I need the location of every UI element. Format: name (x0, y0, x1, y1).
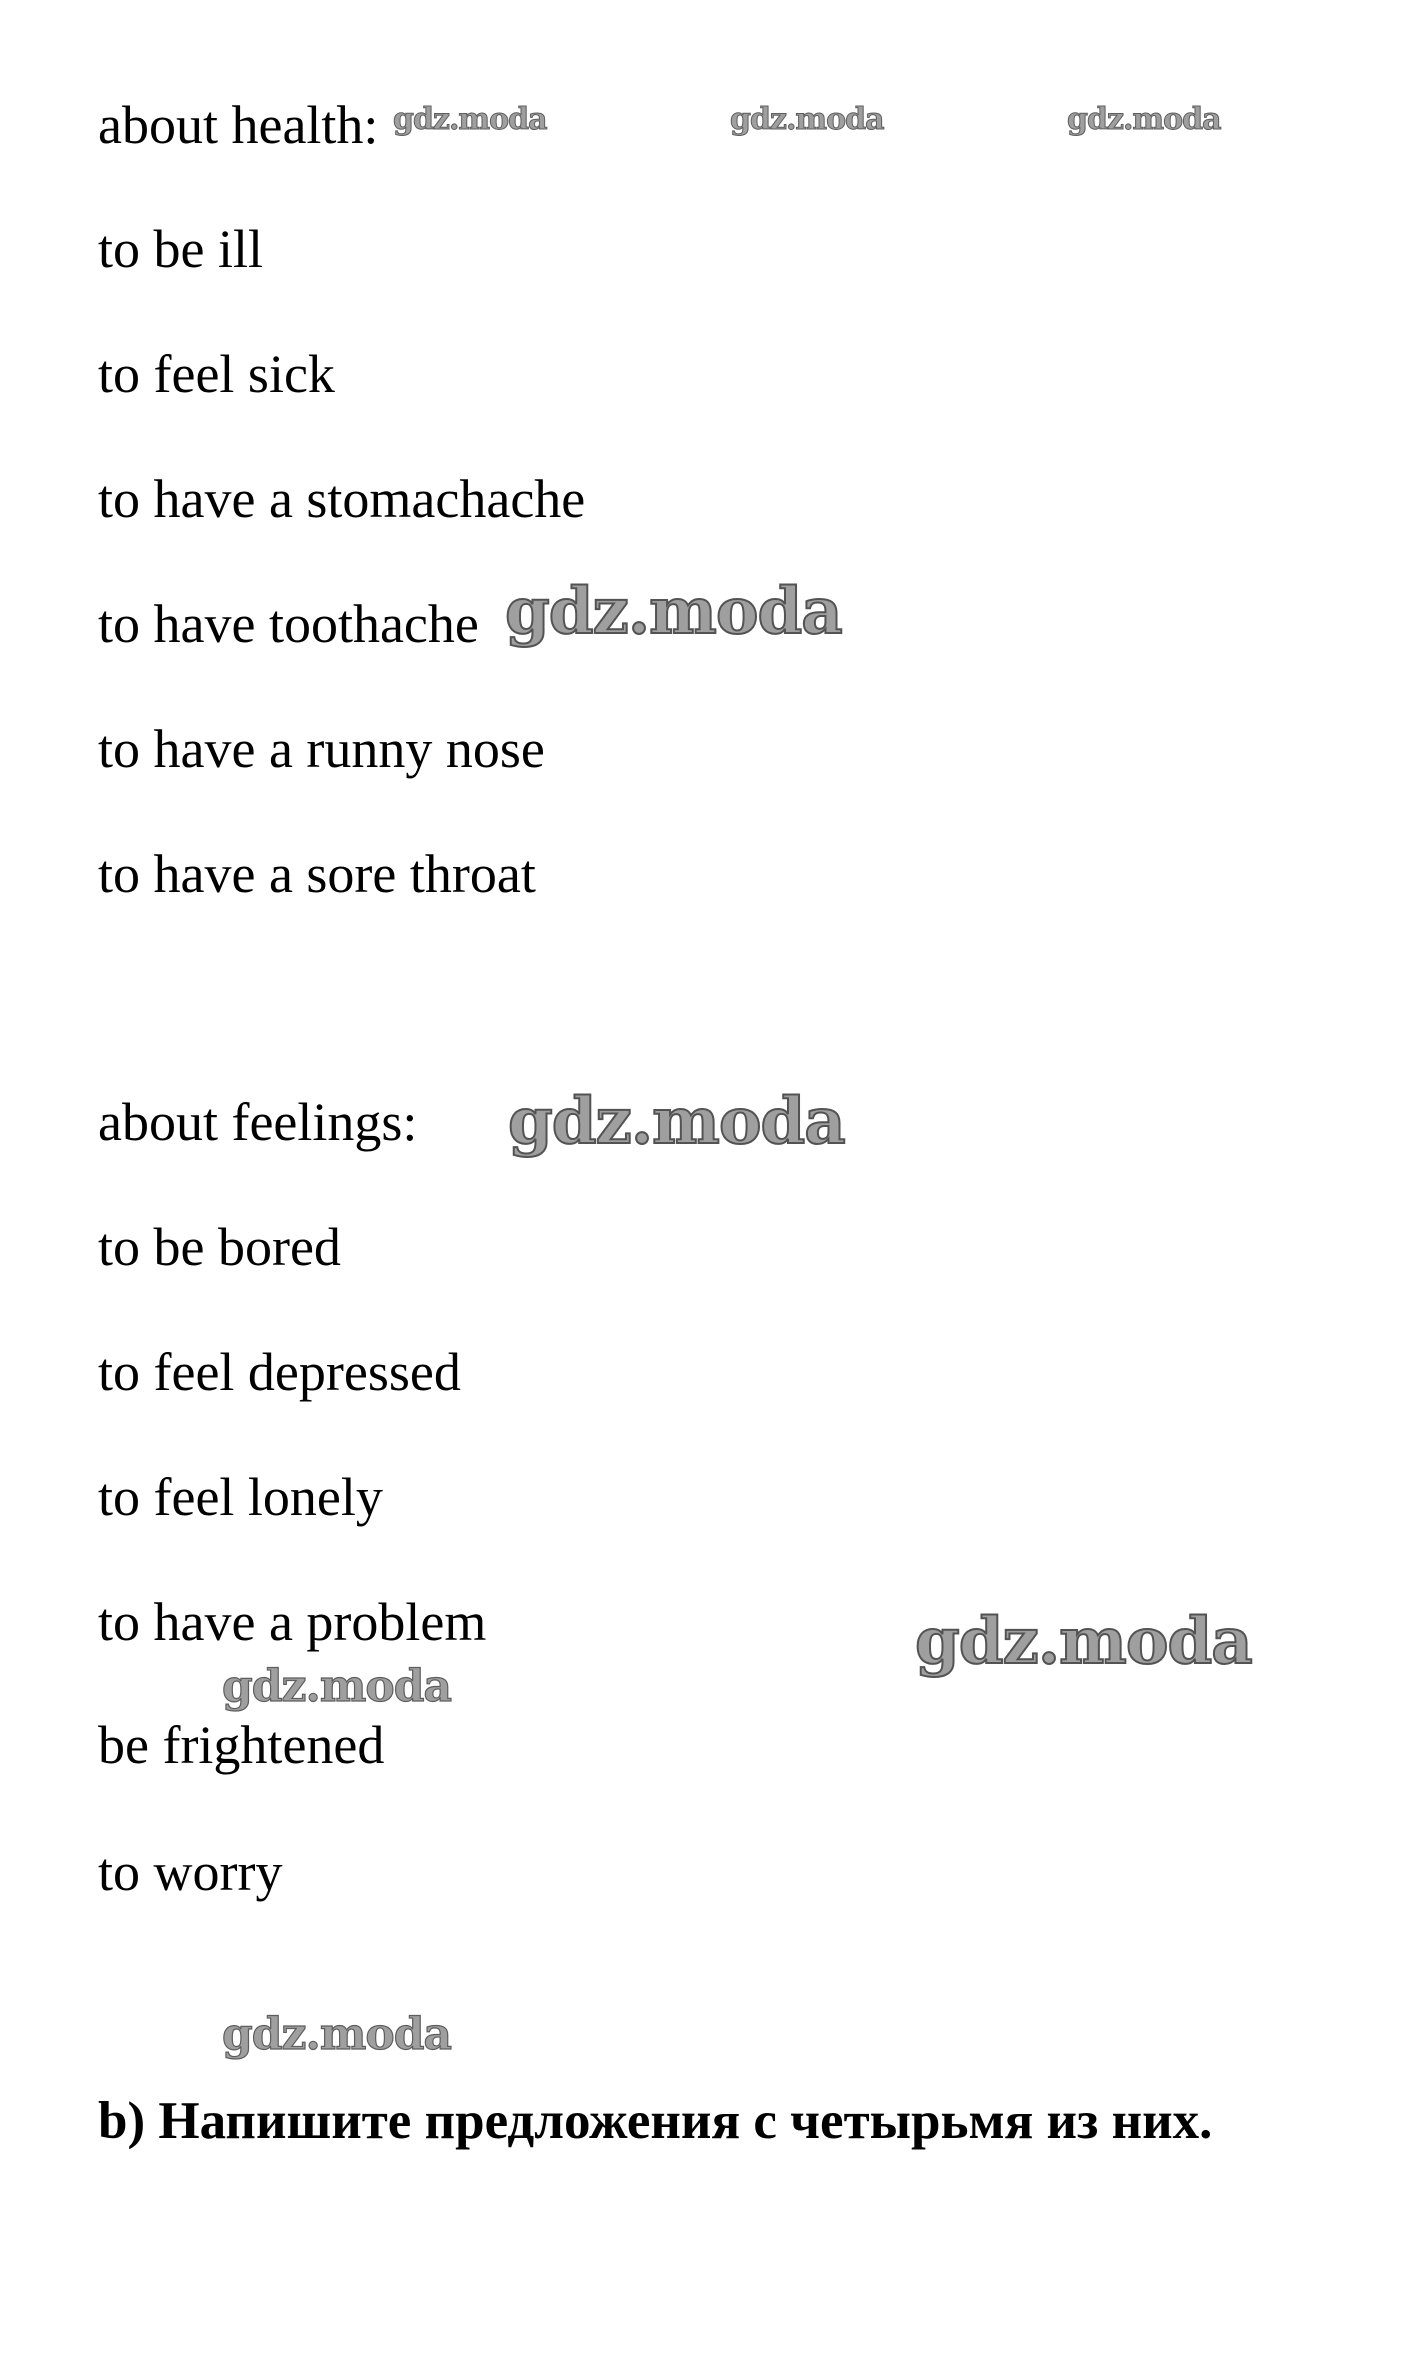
feelings-item: to feel lonely (98, 1467, 383, 1527)
task-instruction: b) Напишите предложения с четырьмя из них. (98, 2092, 1213, 2150)
health-item: to be ill (98, 219, 263, 279)
watermark: gdz.moda (393, 102, 547, 137)
watermark: gdz.moda (222, 1661, 452, 1712)
feelings-item: to be bored (98, 1217, 341, 1277)
health-item: to have a stomachache (98, 469, 586, 529)
health-item: to have a sore throat (98, 844, 536, 904)
watermark: gdz.moda (508, 1084, 845, 1159)
feelings-heading: about feelings: (98, 1092, 418, 1152)
health-item: to have toothache (98, 594, 479, 654)
watermark: gdz.moda (222, 2009, 452, 2060)
feelings-item: to worry (98, 1842, 283, 1902)
watermark: gdz.moda (730, 102, 884, 137)
feelings-item: to feel depressed (98, 1342, 461, 1402)
health-heading: about health: (98, 95, 379, 155)
watermark: gdz.moda (505, 574, 842, 649)
health-item: to have a runny nose (98, 719, 545, 779)
watermark: gdz.moda (1067, 102, 1221, 137)
feelings-item: to have a problem (98, 1592, 487, 1652)
health-item: to feel sick (98, 344, 335, 404)
feelings-item: be frightened (98, 1715, 385, 1775)
watermark: gdz.moda (915, 1604, 1252, 1679)
